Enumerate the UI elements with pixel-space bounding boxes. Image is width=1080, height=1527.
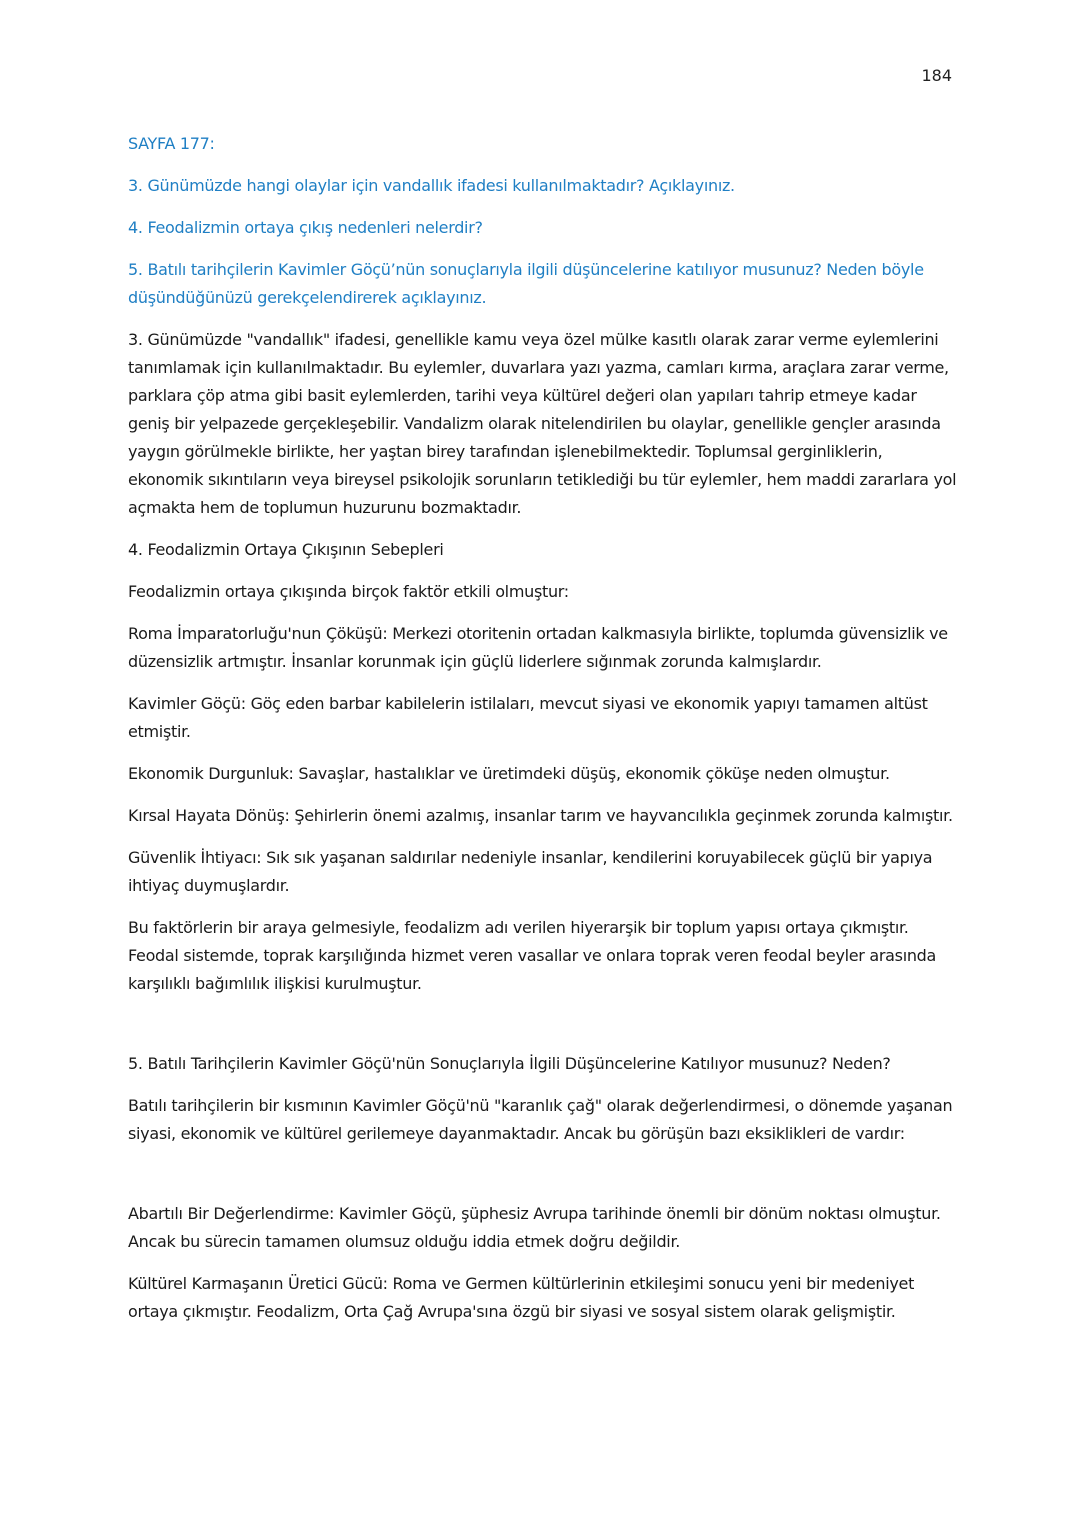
answer-4-intro: Feodalizmin ortaya çıkışında birçok faktör etkili olmuştur: xyxy=(128,582,569,601)
question-5: 5. Batılı tarihçilerin Kavimler Göçü’nün sonuçlarıyla ilgili düşüncelerine katılıyor musunuz? Neden böyle düşündüğünüzü gerekçelendirerek açıklayınız. xyxy=(128,260,924,307)
question-3: 3. Günümüzde hangi olaylar için vandallık ifadesi kullanılmaktadır? Açıklayınız. xyxy=(128,176,735,195)
page-number: 184 xyxy=(921,66,952,85)
section-header: SAYFA 177: xyxy=(128,134,215,153)
answer-5-title: 5. Batılı Tarihçilerin Kavimler Göçü'nün Sonuçlarıyla İlgili Düşüncelerine Katılıyor musunuz? Neden? xyxy=(128,1054,891,1073)
answer-4-item: Güvenlik İhtiyacı: Sık sık yaşanan saldırılar nedeniyle insanlar, kendilerini koruyabilecek güçlü bir yapıya ihtiyaç duymuşlardır. xyxy=(128,848,933,895)
answer-4-item: Kırsal Hayata Dönüş: Şehirlerin önemi azalmış, insanlar tarım ve hayvancılıkla geçinmek zorunda kalmıştır. xyxy=(128,806,953,825)
answer-5-item: Abartılı Bir Değerlendirme: Kavimler Göçü, şüphesiz Avrupa tarihinde önemli bir dönüm noktası olmuştur. Ancak bu sürecin tamamen olumsuz olduğu iddia etmek doğru değildir. xyxy=(128,1204,941,1251)
answer-4-item: Kavimler Göçü: Göç eden barbar kabilelerin istilaları, mevcut siyasi ve ekonomik yapıyı tamamen altüst etmiştir. xyxy=(128,694,928,741)
answer-5-intro: Batılı tarihçilerin bir kısmının Kavimler Göçü'nü "karanlık çağ" olarak değerlendirmesi, o dönemde yaşanan siyasi, ekonomik ve kültürel gerilemeye dayanmaktadır. Ancak bu görüşün bazı eksiklikleri de vardır: xyxy=(128,1096,953,1143)
answer-4-title: 4. Feodalizmin Ortaya Çıkışının Sebepleri xyxy=(128,540,444,559)
question-4: 4. Feodalizmin ortaya çıkış nedenleri nelerdir? xyxy=(128,218,483,237)
answer-4-item: Roma İmparatorluğu'nun Çöküşü: Merkezi otoritenin ortadan kalkmasıyla birlikte, toplumda güvensizlik ve düzensizlik artmıştır. İnsanlar korunmak için güçlü liderlere sığınmak zorunda kalmışlardır. xyxy=(128,624,948,671)
answer-4-conclusion: Bu faktörlerin bir araya gelmesiyle, feodalizm adı verilen hiyerarşik bir toplum yapısı ortaya çıkmıştır. Feodal sistemde, toprak karşılığında hizmet veren vasallar ve onlara toprak veren feodal beyler arasında karşılıklı bağımlılık ilişkisi kurulmuştur. xyxy=(128,918,937,993)
answer-3-text: 3. Günümüzde "vandallık" ifadesi, genellikle kamu veya özel mülke kasıtlı olarak zarar verme eylemlerini tanımlamak için kullanılmaktadır. Bu eylemler, duvarlara yazı yazma, camları kırma, araçlara zarar verme, parklara çöp atma gibi basit eylemlerden, tarihi veya kültürel değeri olan yapıları tahrip etmeye kadar geniş bir yelpazede gerçekleşebilir. Vandalizm olarak nitelendirilen bu olaylar, genellikle gençler arasında yaygın görülmekle birlikte, her yaştan birey tarafından işlenebilmektedir. Toplumsal gerginliklerin, ekonomik sıkıntıların veya bireysel psikolojik sorunların tetiklediği bu tür eylemler, hem maddi zararlara yol açmakta hem de toplumun huzurunu bozmaktadır. xyxy=(128,330,957,517)
answer-5-item: Kültürel Karmaşanın Üretici Gücü: Roma ve Germen kültürlerinin etkileşimi sonucu yeni bir medeniyet ortaya çıkmıştır. Feodalizm, Orta Çağ Avrupa'sına özgü bir siyasi ve sosyal sistem olarak gelişmiştir. xyxy=(128,1274,915,1321)
answer-4-item: Ekonomik Durgunluk: Savaşlar, hastalıklar ve üretimdeki düşüş, ekonomik çöküşe neden olmuştur. xyxy=(128,764,890,783)
page-content xyxy=(128,130,958,1326)
